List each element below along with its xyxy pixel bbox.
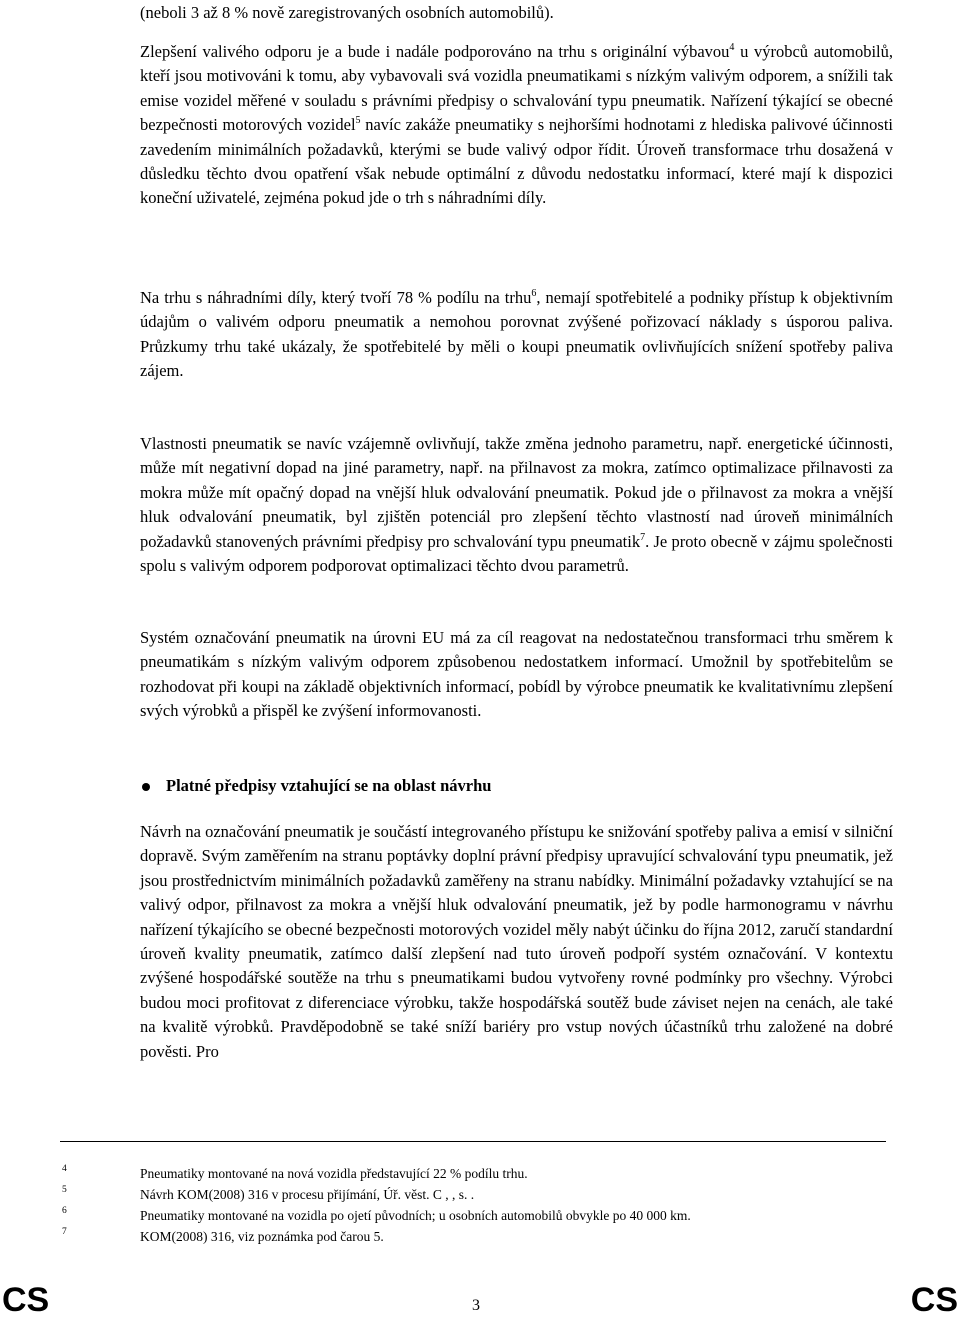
paragraph-text: , nemají spotřebitelé a podniky přístup k objektivním údajům o valivém odporu pneumatik a nemohou porovnat zvýšené pořizovací náklady s úsporou paliva. Průzkumy trhu také ukázaly, že spotřebitelé by měli o koupi pneumatik ovlivňujících snížení spotřeby paliva zájem. [140, 288, 893, 381]
footnote-text: Pneumatiky montované na nová vozidla představující 22 % podílu trhu. [140, 1166, 528, 1181]
footnote-ref-7[interactable]: 7 [640, 531, 646, 543]
page-number: 3 [472, 1297, 480, 1314]
paragraph-replacement-market [140, 286, 893, 384]
paragraph-labelling-system: Systém označování pneumatik na úrovni EU má za cíl reagovat na nedostatečnou transformaci trhu směrem k pneumatikám s nízkým valivým odporem způsobenou nedostatkem informací. Umožnil by spotřebitelům se rozhodovat při koupi na základě objektivních informací, pobídl by výrobce pneumatik ke kvalitativnímu zlepšení svých výrobků a přispěl ke zvýšení informovanosti. [140, 628, 893, 721]
paragraph-text: navíc zakáže pneumatiky s nejhoršími hodnotami z hlediska palivové účinnosti zavedením minimálních požadavků, kterými se bude valivý odpor řídit. Úroveň transformace trhu dosažená v důsledku těchto dvou opatření však nebude optimální z důvodu nedostatku informací, které mají k dispozici koneční uživatelé, zejména pokud jde o trh s náhradními díly. [140, 115, 893, 208]
footnote-ref-4[interactable]: 4 [729, 42, 735, 53]
paragraph-text: Na trhu s náhradními díly, který tvoří 78 % podílu na trhu [140, 288, 532, 307]
footnote-text: KOM(2008) 316, viz poznámka pod čarou 5. [140, 1229, 384, 1244]
footnote-separator [60, 1141, 886, 1142]
paragraph-proposal: Návrh na označování pneumatik je součástí integrovaného přístupu ke snižování spotřeby paliva a emisí v silniční dopravě. Svým zaměřením na stranu poptávky doplní právní předpisy upravující schvalování typu pneumatik, jež jsou prostřednictvím minimálních požadavků zaměřeny na stranu nabídky. Minimální požadavky vztahující se na valivý odpor, přilnavost za mokra a vnější hluk odvalování pneumatik, jež by podle harmonogramu v návrhu nařízení týkajícího se obecné bezpečnosti motorových vozidel měly nabýt účinku do října 2012, zaručí standardní úroveň kvality pneumatik, zatímco další zlepšení nad tuto úroveň podpoří systém označování. V kontextu zvýšené hospodářské soutěže na trhu s pneumatikami budou vytvořeny rovné podmínky pro všechny. Výrobci budou moci profitovat z diferenciace výrobku, takže hospodářská soutěž bude záviset nejen na cenách, ale také na kvalitě výrobků. Pravděpodobně se také sníží bariéry pro vstup nových účastníků trhu založené na dobré pověsti. Pro [140, 822, 893, 1061]
footnote-number: 6 [62, 1206, 67, 1216]
continuation-line: (neboli 3 až 8 % nově zaregistrovaných osobních automobilů). [140, 3, 554, 22]
language-code-right: CS [910, 1281, 958, 1319]
paragraph-text: . Je proto obecně v zájmu společnosti spolu s valivým odporem podporovat optimalizaci těchto dvou parametrů. [140, 531, 893, 576]
paragraph-tyre-properties [140, 432, 893, 578]
footnote-ref-6[interactable]: 6 [531, 288, 537, 299]
footnote-number: 5 [62, 1185, 67, 1195]
footnote-ref-5[interactable]: 5 [355, 115, 361, 127]
paragraph-text: u výrobců automobilů, kteří jsou motivováni k tomu, aby vybavovali svá vozidla pneumatikami s nízkým valivým odporem, a snížili tak emise vozidel měřené v souladu s právními předpisy o schvalování typu pneumatik. Nařízení týkající se obecné bezpečnosti motorových vozidel [140, 42, 893, 135]
footnote-number: 7 [62, 1227, 67, 1237]
paragraph-text: Zlepšení valivého odporu je a bude i nadále podporováno na trhu s originální výbavou [140, 42, 730, 61]
footnote-text: Pneumatiky montované na vozidla po ojetí původních; u osobních automobilů obvykle po 40 000 km. [140, 1208, 691, 1223]
footnote-number: 4 [62, 1164, 67, 1174]
language-code-left: CS [2, 1281, 50, 1319]
section-heading-text: Platné předpisy vztahující se na oblast návrhu [166, 776, 492, 795]
paragraph-text: Vlastnosti pneumatik se navíc vzájemně ovlivňují, takže změna jednoho parametru, např. energetické účinnosti, může mít negativní dopad na jiné parametry, např. na přilnavost za mokra, zatímco optimalizace přilnavosti za mokra může mít opačný dopad na vnější hluk odvalování pneumatik. Pokud jde o přilnavost za mokra a vnější hluk odvalování pneumatik, byl zjištěn potenciál pro zlepšení těchto vlastností nad úroveň minimálních požadavků stanovených právními předpisy pro schvalování typu pneumatik [140, 434, 893, 551]
footnote-text: Návrh KOM(2008) 316 v procesu přijímání, Úř. věst. C , , s. . [140, 1187, 475, 1202]
paragraph-oem-tyres [140, 40, 893, 211]
bullet-icon [142, 783, 150, 791]
